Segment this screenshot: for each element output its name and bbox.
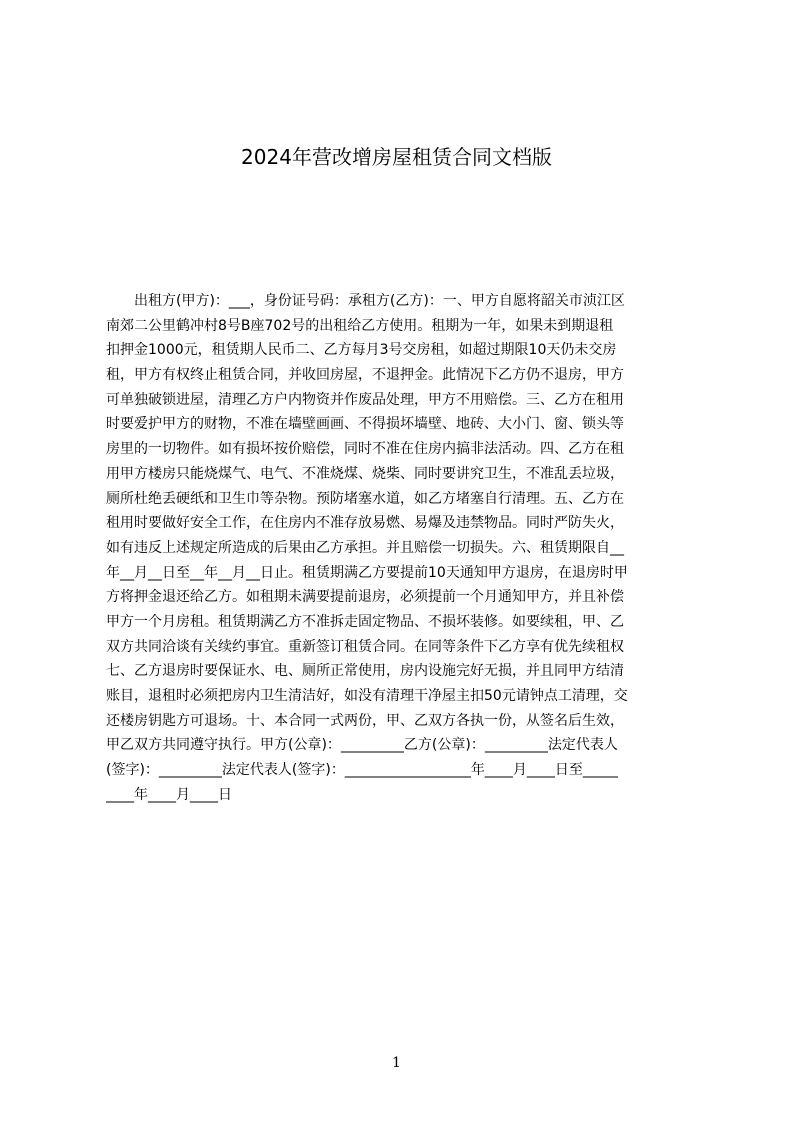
body-line: 双方共同洽谈有关续约事宜。重新签订租赁合同。在同等条件下乙方享有优先续租权 <box>106 638 624 655</box>
body-line: 扣押金1000元，租赁期人民币二、乙方每月3号交房租，如超过期限10天仍未交房 <box>106 342 617 359</box>
body-line: 厕所杜绝丢硬纸和卫生巾等杂物。预防堵塞水道，如乙方堵塞自行清理。五、乙方在 <box>106 490 624 507</box>
body-line: (签字)：_________法定代表人(签字)：__________________年____月____日至_____ <box>106 762 618 779</box>
body-line: 租用时要做好安全工作，在住房内不准存放易燃、易爆及违禁物品。同时严防失火， <box>106 515 624 532</box>
body-line: ____年____月____日 <box>106 786 232 803</box>
body-line: 可单独破锁进屋，清理乙方户内物资并作废品处理，甲方不用赔偿。三、乙方在租用 <box>106 391 624 408</box>
body-line: 甲方一个月房租。租赁期满乙方不准拆走固定物品、不损坏装修。如要续租，甲、乙 <box>106 613 624 630</box>
body-line: 七、乙方退房时要保证水、电、厕所正常使用，房内设施完好无损，并且同甲方结清 <box>106 663 624 680</box>
body-line: 还楼房钥匙方可退场。十、本合同一式两份，甲、乙双方各执一份，从签名后生效， <box>106 712 624 729</box>
body-line: 房里的一切物件。如有损坏按价赔偿，同时不准在住房内搞非法活动。四、乙方在租 <box>106 441 624 458</box>
document-title: 2024年营改增房屋租赁合同文档版 <box>241 145 552 169</box>
body-line: 出租方(甲方)：___，身份证号码：承租方(乙方)：一、甲方自愿将韶关市浈江区 <box>106 293 625 309</box>
body-line: 时要爱护甲方的财物，不准在墙壁画画、不得损坏墙壁、地砖、大小门、窗、锁头等 <box>106 416 624 433</box>
body-line: 方将押金退还给乙方。如租期未满要提前退房，必须提前一个月通知甲方，并且补偿 <box>106 589 624 606</box>
body-line: 账目，退租时必须把房内卫生清洁好，如没有清理干净屋主扣50元请钟点工清理，交 <box>106 688 628 704</box>
page-number: 1 <box>392 1055 401 1071</box>
body-line: 如有违反上述规定所造成的后果由乙方承担。并且赔偿一切损失。六、租赁期限自__ <box>106 539 624 556</box>
contract-body <box>106 289 698 807</box>
body-line: 租，甲方有权终止租赁合同，并收回房屋，不退押金。此情况下乙方仍不退房，甲方 <box>106 367 624 384</box>
body-line: 用甲方楼房只能烧煤气、电气、不准烧煤、烧柴、同时要讲究卫生，不准乱丢垃圾， <box>106 465 624 482</box>
body-line: 南郊二公里鹤冲村8号B座702号的出租给乙方使用。租期为一年，如果未到期退租 <box>106 317 614 334</box>
body-line: 甲乙双方共同遵守执行。甲方(公章)：_________乙方(公章)：_________法定代表人 <box>106 737 618 754</box>
body-line: 年__月__日至__年__月__日止。租赁期满乙方要提前10天通知甲方退房，在退房时甲 <box>106 564 628 581</box>
